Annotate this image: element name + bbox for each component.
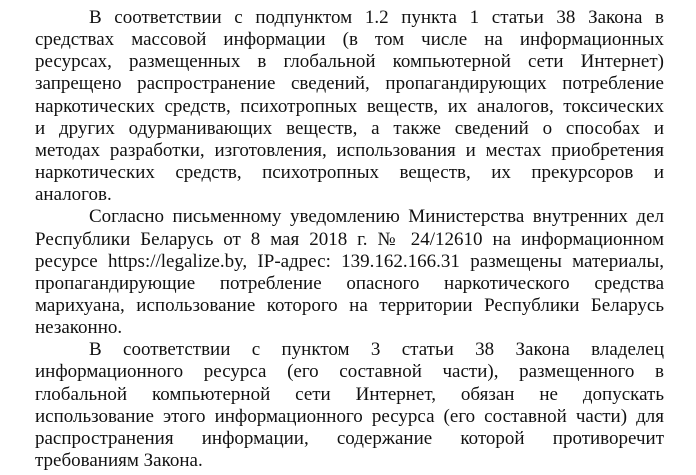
paragraph-3-line-6: требованиям Закона. (35, 450, 203, 471)
paragraph-3-line-5: распространения информации, содержание которой противоречит (35, 427, 664, 449)
paragraph-1-line-3: ресурсах, размещенных в глобальной компьютерной сети Интернет) (35, 51, 664, 73)
paragraph-2-line-2: Республики Беларусь от 8 мая 2018 г. № 24/12610 на информационном (35, 228, 664, 250)
paragraph-1-line-7: методах разработки, изготовления, использования и местах приобретения (35, 139, 664, 161)
paragraph-1-line-4: запрещено распространение сведений, пропагандирующих потребление (35, 73, 664, 95)
paragraph-1-line-5: наркотических средств, психотропных веществ, их аналогов, токсических (35, 95, 664, 117)
paragraph-2-line-5: марихуана, использование которого на территории Республики Беларусь (35, 294, 664, 316)
paragraph-1-line-1: В соответствии с подпунктом 1.2 пункта 1 статьи 38 Закона в (89, 7, 664, 28)
paragraph-2-line-4: пропагандирующие потребление опасного наркотического средства (35, 272, 664, 294)
paragraph-3-line-4: использование этого информационного ресурса (его составной части) для (35, 405, 664, 427)
paragraph-2-line-6: незаконно. (35, 317, 123, 339)
paragraph-1-line-8: наркотических средств, психотропных веществ, их прекурсоров и (35, 162, 664, 184)
paragraph-1-line-6: и других одурманивающих веществ, а также сведений о способах и (35, 117, 664, 139)
paragraph-3-line-3: глобальной компьютерной сети Интернет, обязан не допускать (35, 383, 664, 405)
paragraph-1-line-9: аналогов. (35, 184, 112, 206)
paragraph-2-line-3: ресурсе https://legalize.by, IP-адрес: 139.162.166.31 размещены материалы, (35, 250, 664, 272)
paragraph-1-line-2: средствах массовой информации (в том числе на информационных (35, 29, 664, 51)
paragraph-3-line-1: В соответствии с пунктом 3 статьи 38 Закона владелец (89, 339, 664, 361)
paragraph-2-line-1: Согласно письменному уведомлению Министерства внутренних дел (89, 206, 664, 228)
paragraph-3-line-2: информационного ресурса (его составной части), размещенного в (35, 361, 664, 383)
